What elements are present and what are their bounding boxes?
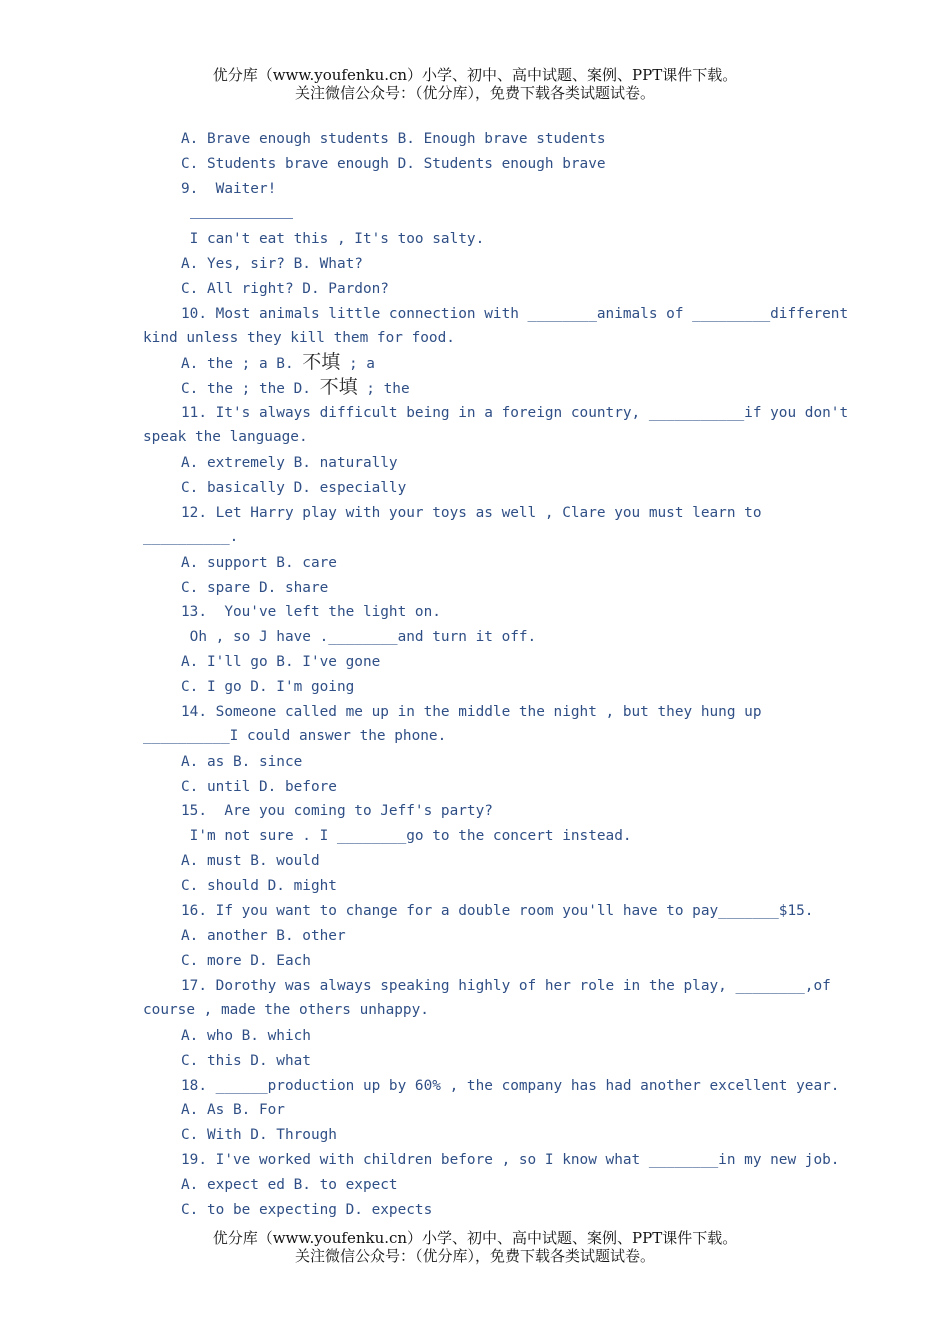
q10-option-b-tail: ; a — [340, 356, 375, 372]
q17-options-cd: C. this D. what — [181, 1053, 311, 1069]
page-footer — [0, 1229, 950, 1265]
q17-options-ab: A. who B. which — [181, 1028, 311, 1044]
q14-stem-cont: __________I could answer the phone. — [143, 728, 447, 744]
q19-options-ab: A. expect ed B. to expect — [181, 1177, 398, 1193]
q14-options-cd: C. until D. before — [181, 779, 337, 795]
q8-options-ab: A. Brave enough students B. Enough brave students — [181, 131, 606, 147]
q11-options-ab: A. extremely B. naturally — [181, 455, 398, 471]
q18-stem: 18. ______production up by 60% , the company has had another excellent year. — [181, 1078, 840, 1094]
q10-options-cd — [181, 377, 410, 399]
q14-options-ab: A. as B. since — [181, 754, 303, 770]
q16-stem: 16. If you want to change for a double room you'll have to pay_______$15. — [181, 903, 814, 919]
q10-option-b-cn: 不填 — [302, 351, 341, 373]
q12-stem-cont: __________. — [143, 529, 239, 545]
answer-blank-line — [190, 218, 293, 219]
q10-options-ab — [181, 352, 375, 374]
q15-options-cd: C. should D. might — [181, 878, 337, 894]
q10-option-cd-text: C. the ; the D. — [181, 381, 320, 397]
q17-stem-cont: course , made the others unhappy. — [143, 1002, 429, 1018]
q11-stem: 11. It's always difficult being in a foreign country, ___________if you don't — [181, 405, 849, 421]
q13-prompt: 13. You've left the light on. — [181, 604, 441, 620]
q18-options-ab: A. As B. For — [181, 1102, 285, 1118]
q12-options-ab: A. support B. care — [181, 555, 337, 571]
q15-prompt: 15. Are you coming to Jeff's party? — [181, 803, 493, 819]
q12-options-cd: C. spare D. share — [181, 580, 329, 596]
q9-prompt: 9. Waiter! — [181, 181, 277, 197]
header-line-2: 关注微信公众号：（优分库），免费下载各类试题试卷。 — [294, 84, 655, 102]
q10-option-d-cn: 不填 — [319, 376, 358, 398]
q17-stem: 17. Dorothy was always speaking highly of her role in the play, ________,of — [181, 978, 831, 994]
q19-stem: 19. I've worked with children before , so I know what ________in my new job. — [181, 1152, 840, 1168]
q16-options-ab: A. another B. other — [181, 928, 346, 944]
header-line-1: 优分库（www.youfenku.cn）小学、初中、高中试题、案例、PPT课件下载。 — [212, 66, 738, 84]
q8-options-cd: C. Students brave enough D. Students enough brave — [181, 156, 606, 172]
q9-options-ab: A. Yes, sir? B. What? — [181, 256, 363, 272]
q19-options-cd: C. to be expecting D. expects — [181, 1202, 433, 1218]
q9-dialogue: I can't eat this , It's too salty. — [181, 231, 485, 247]
q10-option-d-tail: ; the — [357, 381, 410, 397]
footer-line-1: 优分库（www.youfenku.cn）小学、初中、高中试题、案例、PPT课件下载。 — [212, 1229, 738, 1247]
q13-dialogue: Oh , so J have .________and turn it off. — [181, 629, 537, 645]
q13-options-cd: C. I go D. I'm going — [181, 679, 355, 695]
q13-options-ab: A. I'll go B. I've gone — [181, 654, 381, 670]
q16-options-cd: C. more D. Each — [181, 953, 311, 969]
q15-options-ab: A. must B. would — [181, 853, 320, 869]
q11-stem-cont: speak the language. — [143, 429, 308, 445]
q14-stem: 14. Someone called me up in the middle the night , but they hung up — [181, 704, 762, 720]
q12-stem: 12. Let Harry play with your toys as well , Clare you must learn to — [181, 505, 762, 521]
q9-options-cd: C. All right? D. Pardon? — [181, 281, 389, 297]
q10-stem: 10. Most animals little connection with ________animals of _________different — [181, 306, 849, 322]
q10-stem-cont: kind unless they kill them for food. — [143, 330, 455, 346]
q18-options-cd: C. With D. Through — [181, 1127, 337, 1143]
q11-options-cd: C. basically D. especially — [181, 480, 407, 496]
q10-option-ab-text: A. the ; a B. — [181, 356, 303, 372]
q15-dialogue: I'm not sure . I ________go to the concert instead. — [181, 828, 632, 844]
footer-line-2: 关注微信公众号：（优分库），免费下载各类试题试卷。 — [294, 1247, 655, 1265]
